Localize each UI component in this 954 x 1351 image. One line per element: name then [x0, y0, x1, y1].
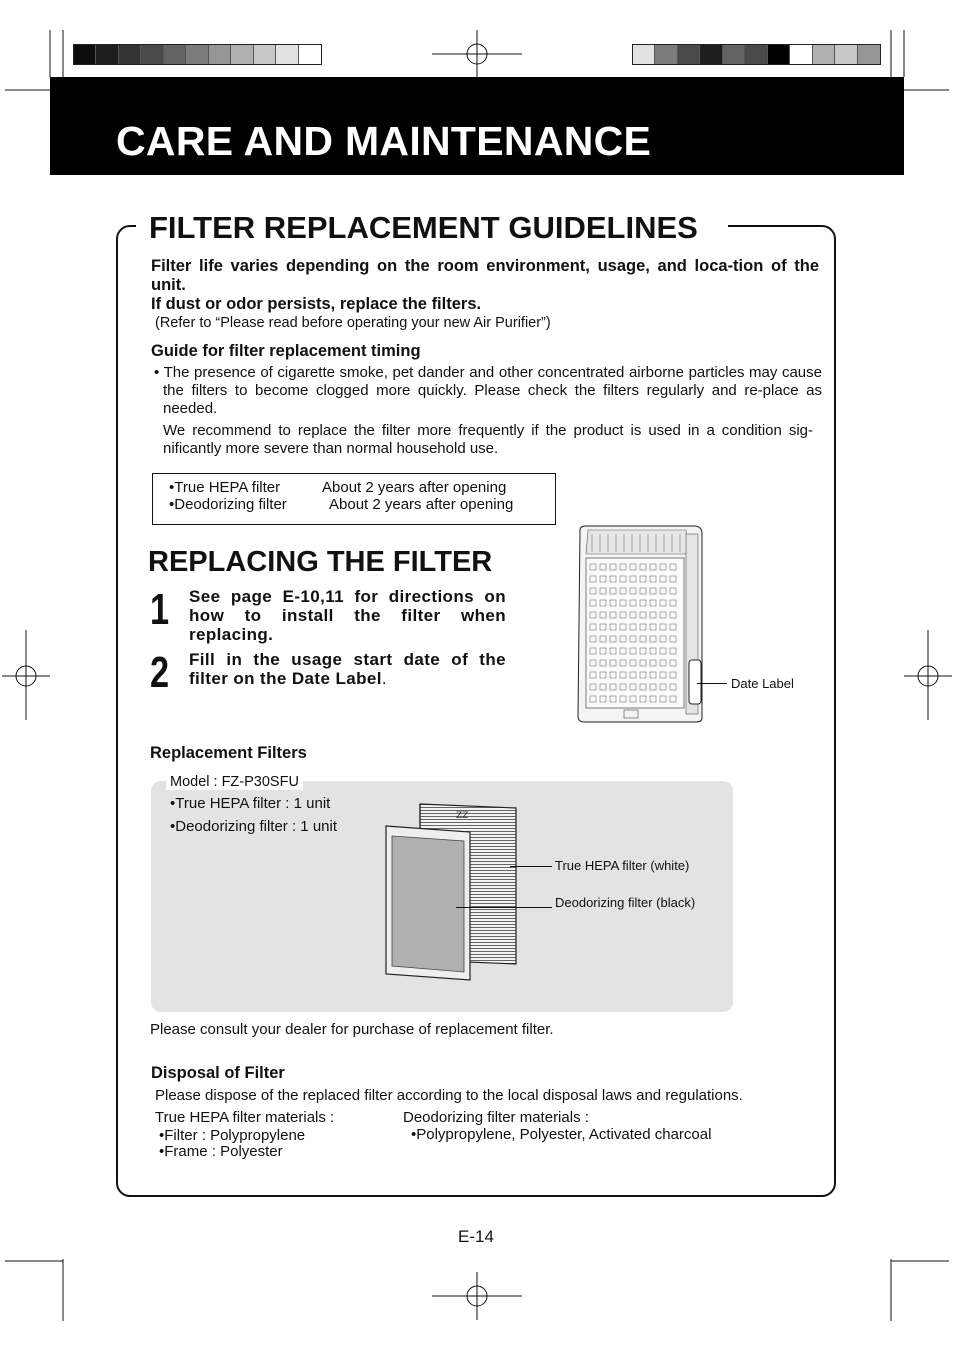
life-value-1: About 2 years after opening	[322, 479, 507, 496]
guide-heading: Guide for filter replacement timing	[151, 342, 421, 360]
deodorizing-label: Deodorizing filter (black)	[555, 895, 696, 910]
section-title-guidelines: FILTER REPLACEMENT GUIDELINES	[149, 210, 698, 245]
replacement-filters-heading: Replacement Filters	[150, 744, 307, 762]
intro-line1: Filter life varies depending on the room environment, usage, and loca-tion of the unit.	[151, 257, 819, 294]
deodorizing-material-item: •Polypropylene, Polyester, Activated charcoal	[411, 1126, 712, 1143]
step-text: Fill in the usage start date of the filter on the Date Label.	[189, 650, 506, 688]
life-value-2: About 2 years after opening	[329, 496, 514, 513]
life-filter-1: •True HEPA filter	[169, 479, 281, 496]
filters-illustration	[384, 800, 524, 986]
intro-line2: If dust or odor persists, replace the filters.	[151, 295, 482, 313]
guide-bullet: • The presence of cigarette smoke, pet dander and other concentrated airborne particles may cause the filters to become clogged more quickly. Please check the filters regularly and re-place as needed.	[154, 364, 822, 417]
hepa-label: True HEPA filter (white)	[555, 858, 690, 873]
date-label-caption: Date Label	[731, 676, 794, 691]
step-text: See page E-10,11 for directions on how to install the filter when replacing.	[189, 587, 506, 644]
hepa-materials-heading: True HEPA filter materials :	[155, 1109, 335, 1126]
section-title-replacing: REPLACING THE FILTER	[148, 546, 493, 578]
page-title: CARE AND MAINTENANCE	[116, 118, 652, 164]
refer-note: (Refer to “Please read before operating your new Air Purifier”)	[155, 315, 551, 331]
hepa-material-item: •Frame : Polyester	[159, 1143, 283, 1160]
deodorizing-leader	[456, 907, 552, 908]
consult-note: Please consult your dealer for purchase of replacement filter.	[150, 1021, 554, 1038]
step-number: 1	[150, 585, 170, 634]
svg-text:ZZ: ZZ	[456, 811, 469, 821]
model-label: Model : FZ-P30SFU	[166, 774, 303, 790]
replacement-item: •Deodorizing filter : 1 unit	[170, 818, 337, 835]
step-number: 2	[150, 648, 170, 697]
replacement-item: •True HEPA filter : 1 unit	[170, 795, 331, 812]
life-filter-2: •Deodorizing filter	[169, 496, 287, 513]
disposal-text: Please dispose of the replaced filter according to the local disposal laws and regulations.	[155, 1087, 743, 1104]
air-purifier-illustration	[570, 524, 710, 728]
date-label-leader	[697, 683, 727, 684]
deodorizing-materials-heading: Deodorizing filter materials :	[403, 1109, 589, 1126]
hepa-leader	[510, 866, 552, 867]
page-number: E-14	[458, 1227, 494, 1246]
disposal-heading: Disposal of Filter	[151, 1064, 285, 1082]
hepa-material-item: •Filter : Polypropylene	[159, 1127, 306, 1144]
guide-paragraph: We recommend to replace the filter more frequently if the product is used in a condition sig-nificantly more severe than normal household use.	[163, 422, 813, 457]
